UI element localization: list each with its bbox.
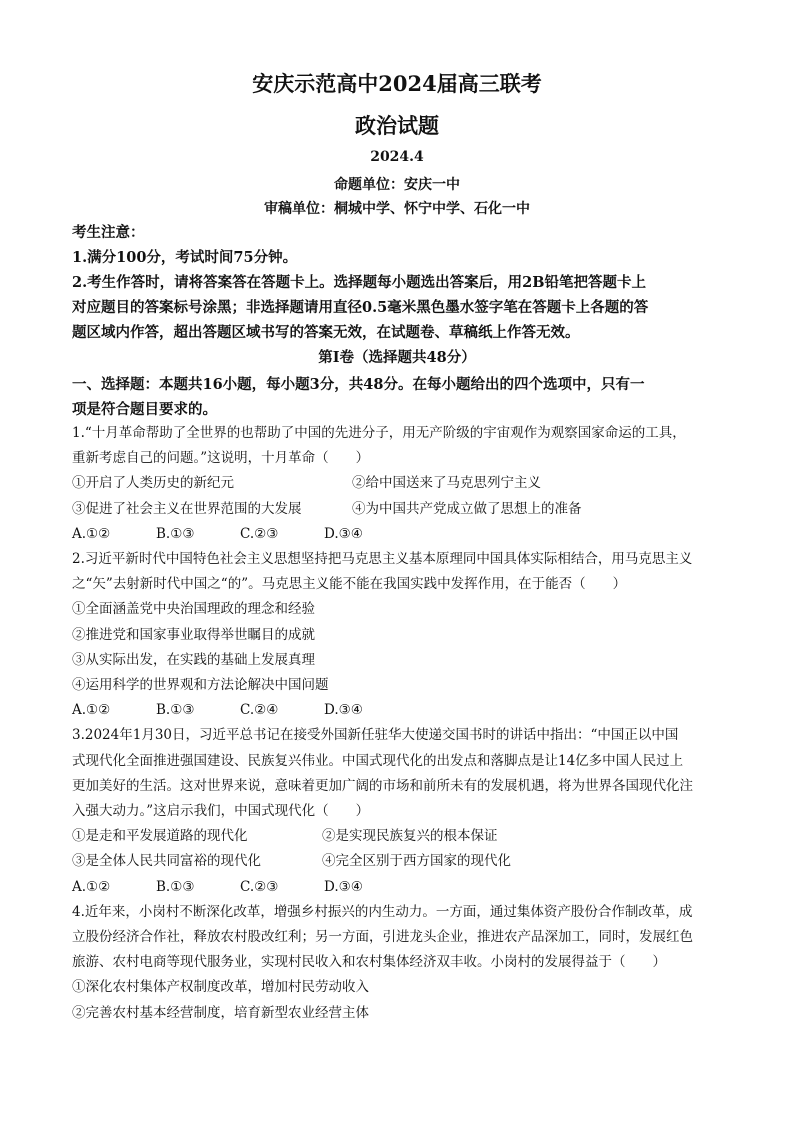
- reviewer-unit: 审稿单位：桐城中学、怀宁中学、石化一中: [264, 201, 530, 217]
- q3-choice-c: C.②③: [240, 878, 279, 895]
- notice-item-1: 1.满分100分，考试时间75分钟。: [72, 249, 298, 266]
- q2-choice-b: B.①③: [156, 702, 195, 719]
- q1-option-3: ③促进了社会主义在世界范围的大发展: [72, 500, 302, 517]
- q3-options-row-2: [72, 849, 724, 874]
- setter-unit: 命题单位：安庆一中: [334, 177, 460, 193]
- q2-option-1: ①全面涵盖党中央治国理政的理念和经验: [72, 601, 315, 618]
- q2-option-4: ④运用科学的世界观和方法论解决中国问题: [72, 677, 329, 694]
- exam-date: 2024.4: [370, 149, 424, 165]
- q2-choice-c: C.②④: [240, 702, 279, 719]
- q2-choice-d: D.③④: [324, 702, 363, 719]
- q3-option-3: ③是全体人民共同富裕的现代化: [72, 853, 261, 870]
- notice-item-2-line-3: 题区域内作答，超出答题区域书写的答案无效，在试题卷、草稿纸上作答无效。: [72, 324, 580, 341]
- q1-choice-a: A.①②: [72, 525, 111, 542]
- notice-item-2-line-2: 对应题目的答案标号涂黑；非选择题请用直径0.5毫米黑色墨水签字笔在答题卡上各题的答: [72, 299, 649, 316]
- q2-stem-line-1: 2.习近平新时代中国特色社会主义思想坚持把马克思主义基本原理同中国具体实际相结合，用马克思主义: [72, 551, 693, 568]
- exam-title: 安庆示范高中2024届高三联考: [252, 71, 542, 96]
- q2-answer-choices: [72, 698, 724, 723]
- q1-choice-d: D.③④: [324, 525, 363, 542]
- q3-stem-line-4: 入强大动力。”这启示我们，中国式现代化（ ）: [72, 803, 370, 820]
- q1-choice-b: B.①③: [156, 525, 195, 542]
- q3-option-2: ②是实现民族复兴的根本保证: [322, 828, 498, 845]
- q2-option-2: ②推进党和国家事业取得举世瞩目的成就: [72, 626, 315, 643]
- q3-stem-line-3: 更加美好的生活。这对世界来说，意味着更加广阔的市场和前所未有的发展机遇，将为世界各国现代化注: [72, 777, 693, 794]
- q3-stem-line-1: 3.2024年1月30日，习近平总书记在接受外国新任驻华大使递交国书时的讲话中指出：“中国正以中国: [72, 727, 679, 744]
- q1-answer-choices: [72, 522, 724, 547]
- question-list: [72, 421, 724, 1026]
- q3-choice-d: D.③④: [324, 878, 363, 895]
- q1-choice-c: C.②③: [240, 525, 279, 542]
- exam-subject: 政治试题: [355, 113, 439, 138]
- notice-item-2-line-1: 2.考生作答时，请将答案答在答题卡上。选择题每小题选出答案后，用2B铅笔把答题卡上: [72, 274, 646, 291]
- q1-stem-line-2: 重新考虑自己的问题。”这说明，十月革命（ ）: [72, 450, 370, 467]
- q1-option-4: ④为中国共产党成立做了思想上的准备: [352, 500, 582, 517]
- notice-block: [72, 220, 724, 345]
- q3-option-4: ④完全区别于西方国家的现代化: [322, 853, 511, 870]
- q1-option-2: ②给中国送来了马克思列宁主义: [352, 475, 541, 492]
- section-instructions-line-1: 一、选择题：本题共16小题，每小题3分，共48分。在每小题给出的四个选项中，只有一: [72, 376, 645, 393]
- notice-heading: 考生注意：: [72, 224, 145, 241]
- section-instructions: [72, 372, 724, 422]
- q4-stem-line-3: 旅游、农村电商等现代服务业，实现村民收入和农村集体经济双丰收。小岗村的发展得益于（ ）: [72, 954, 666, 971]
- q3-stem-line-2: 式现代化全面推进强国建设、民族复兴伟业。中国式现代化的出发点和落脚点是让14亿多中国人民过上: [72, 752, 684, 769]
- q1-option-1: ①开启了人类历史的新纪元: [72, 475, 234, 492]
- q3-options-row-1: [72, 824, 724, 849]
- q2-option-3: ③从实际出发，在实践的基础上发展真理: [72, 651, 315, 668]
- q3-choice-b: B.①③: [156, 878, 195, 895]
- q2-stem-line-2: 之“矢”去射新时代中国之“的”。马克思主义能不能在我国实践中发挥作用，在于能否（ ）: [72, 576, 627, 593]
- q4-stem-line-2: 立股份经济合作社，释放农村股改红利；另一方面，引进龙头企业，推进农产品深加工，同时，发展红色: [72, 929, 693, 946]
- section-title: 第Ⅰ卷（选择题共48分）: [318, 349, 476, 366]
- q4-stem-line-1: 4.近年来，小岗村不断深化改革，增强乡村振兴的内生动力。一方面，通过集体资产股份合作制改革，成: [72, 903, 693, 920]
- section-instructions-line-2: 项是符合题目要求的。: [72, 401, 217, 418]
- q4-option-1: ①深化农村集体产权制度改革，增加村民劳动收入: [72, 979, 369, 996]
- q1-stem-line-1: 1.“十月革命帮助了全世界的也帮助了中国的先进分子，用无产阶级的宇宙观作为观察国家命运的工具，: [72, 425, 686, 441]
- q4-option-2: ②完善农村基本经营制度，培育新型农业经营主体: [72, 1004, 369, 1021]
- q3-choice-a: A.①②: [72, 878, 111, 895]
- q1-options-row-2: [72, 497, 724, 522]
- q2-choice-a: A.①②: [72, 702, 111, 719]
- q1-options-row-1: [72, 471, 724, 496]
- q3-option-1: ①是走和平发展道路的现代化: [72, 828, 248, 845]
- q3-answer-choices: [72, 875, 724, 900]
